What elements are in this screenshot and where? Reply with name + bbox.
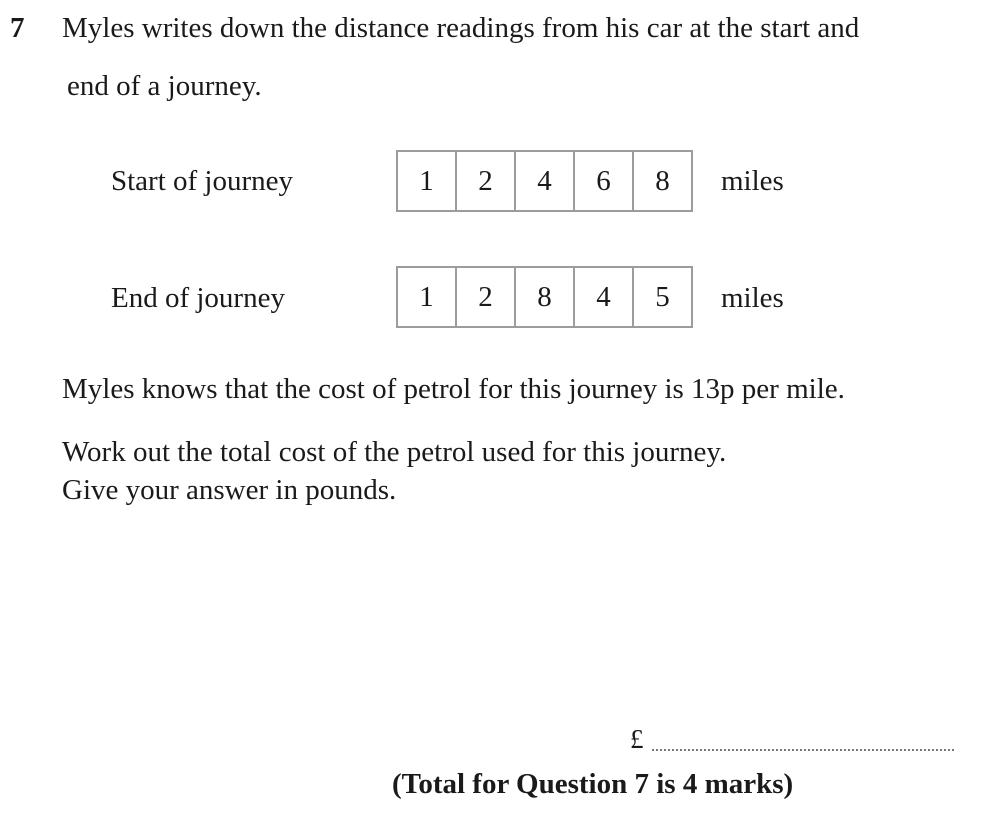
task-line-2: Give your answer in pounds. [62, 474, 397, 506]
start-digit-5: 8 [632, 150, 693, 212]
answer-line[interactable] [652, 749, 954, 751]
start-digit-2: 2 [455, 150, 516, 212]
end-digit-5: 5 [632, 266, 693, 328]
start-digit-1: 1 [396, 150, 457, 212]
end-digit-3: 8 [514, 266, 575, 328]
start-digit-4: 6 [573, 150, 634, 212]
end-digit-1: 1 [396, 266, 457, 328]
total-marks: (Total for Question 7 is 4 marks) [392, 768, 794, 800]
end-digit-4: 4 [573, 266, 634, 328]
start-odometer [396, 150, 693, 212]
end-digit-2: 2 [455, 266, 516, 328]
start-digit-3: 4 [514, 150, 575, 212]
cost-text: Myles knows that the cost of petrol for this journey is 13p per mile. [62, 373, 845, 405]
answer-currency-symbol: £ [630, 724, 644, 754]
start-journey-label: Start of journey [111, 165, 294, 197]
task-line-1: Work out the total cost of the petrol used for this journey. [62, 436, 727, 468]
end-unit: miles [721, 282, 784, 314]
intro-line-2: end of a journey. [67, 70, 262, 102]
start-unit: miles [721, 165, 784, 197]
question-number: 7 [10, 12, 25, 44]
end-odometer [396, 266, 693, 328]
intro-line-1: Myles writes down the distance readings from his car at the start and [62, 12, 860, 44]
end-journey-label: End of journey [111, 282, 285, 314]
